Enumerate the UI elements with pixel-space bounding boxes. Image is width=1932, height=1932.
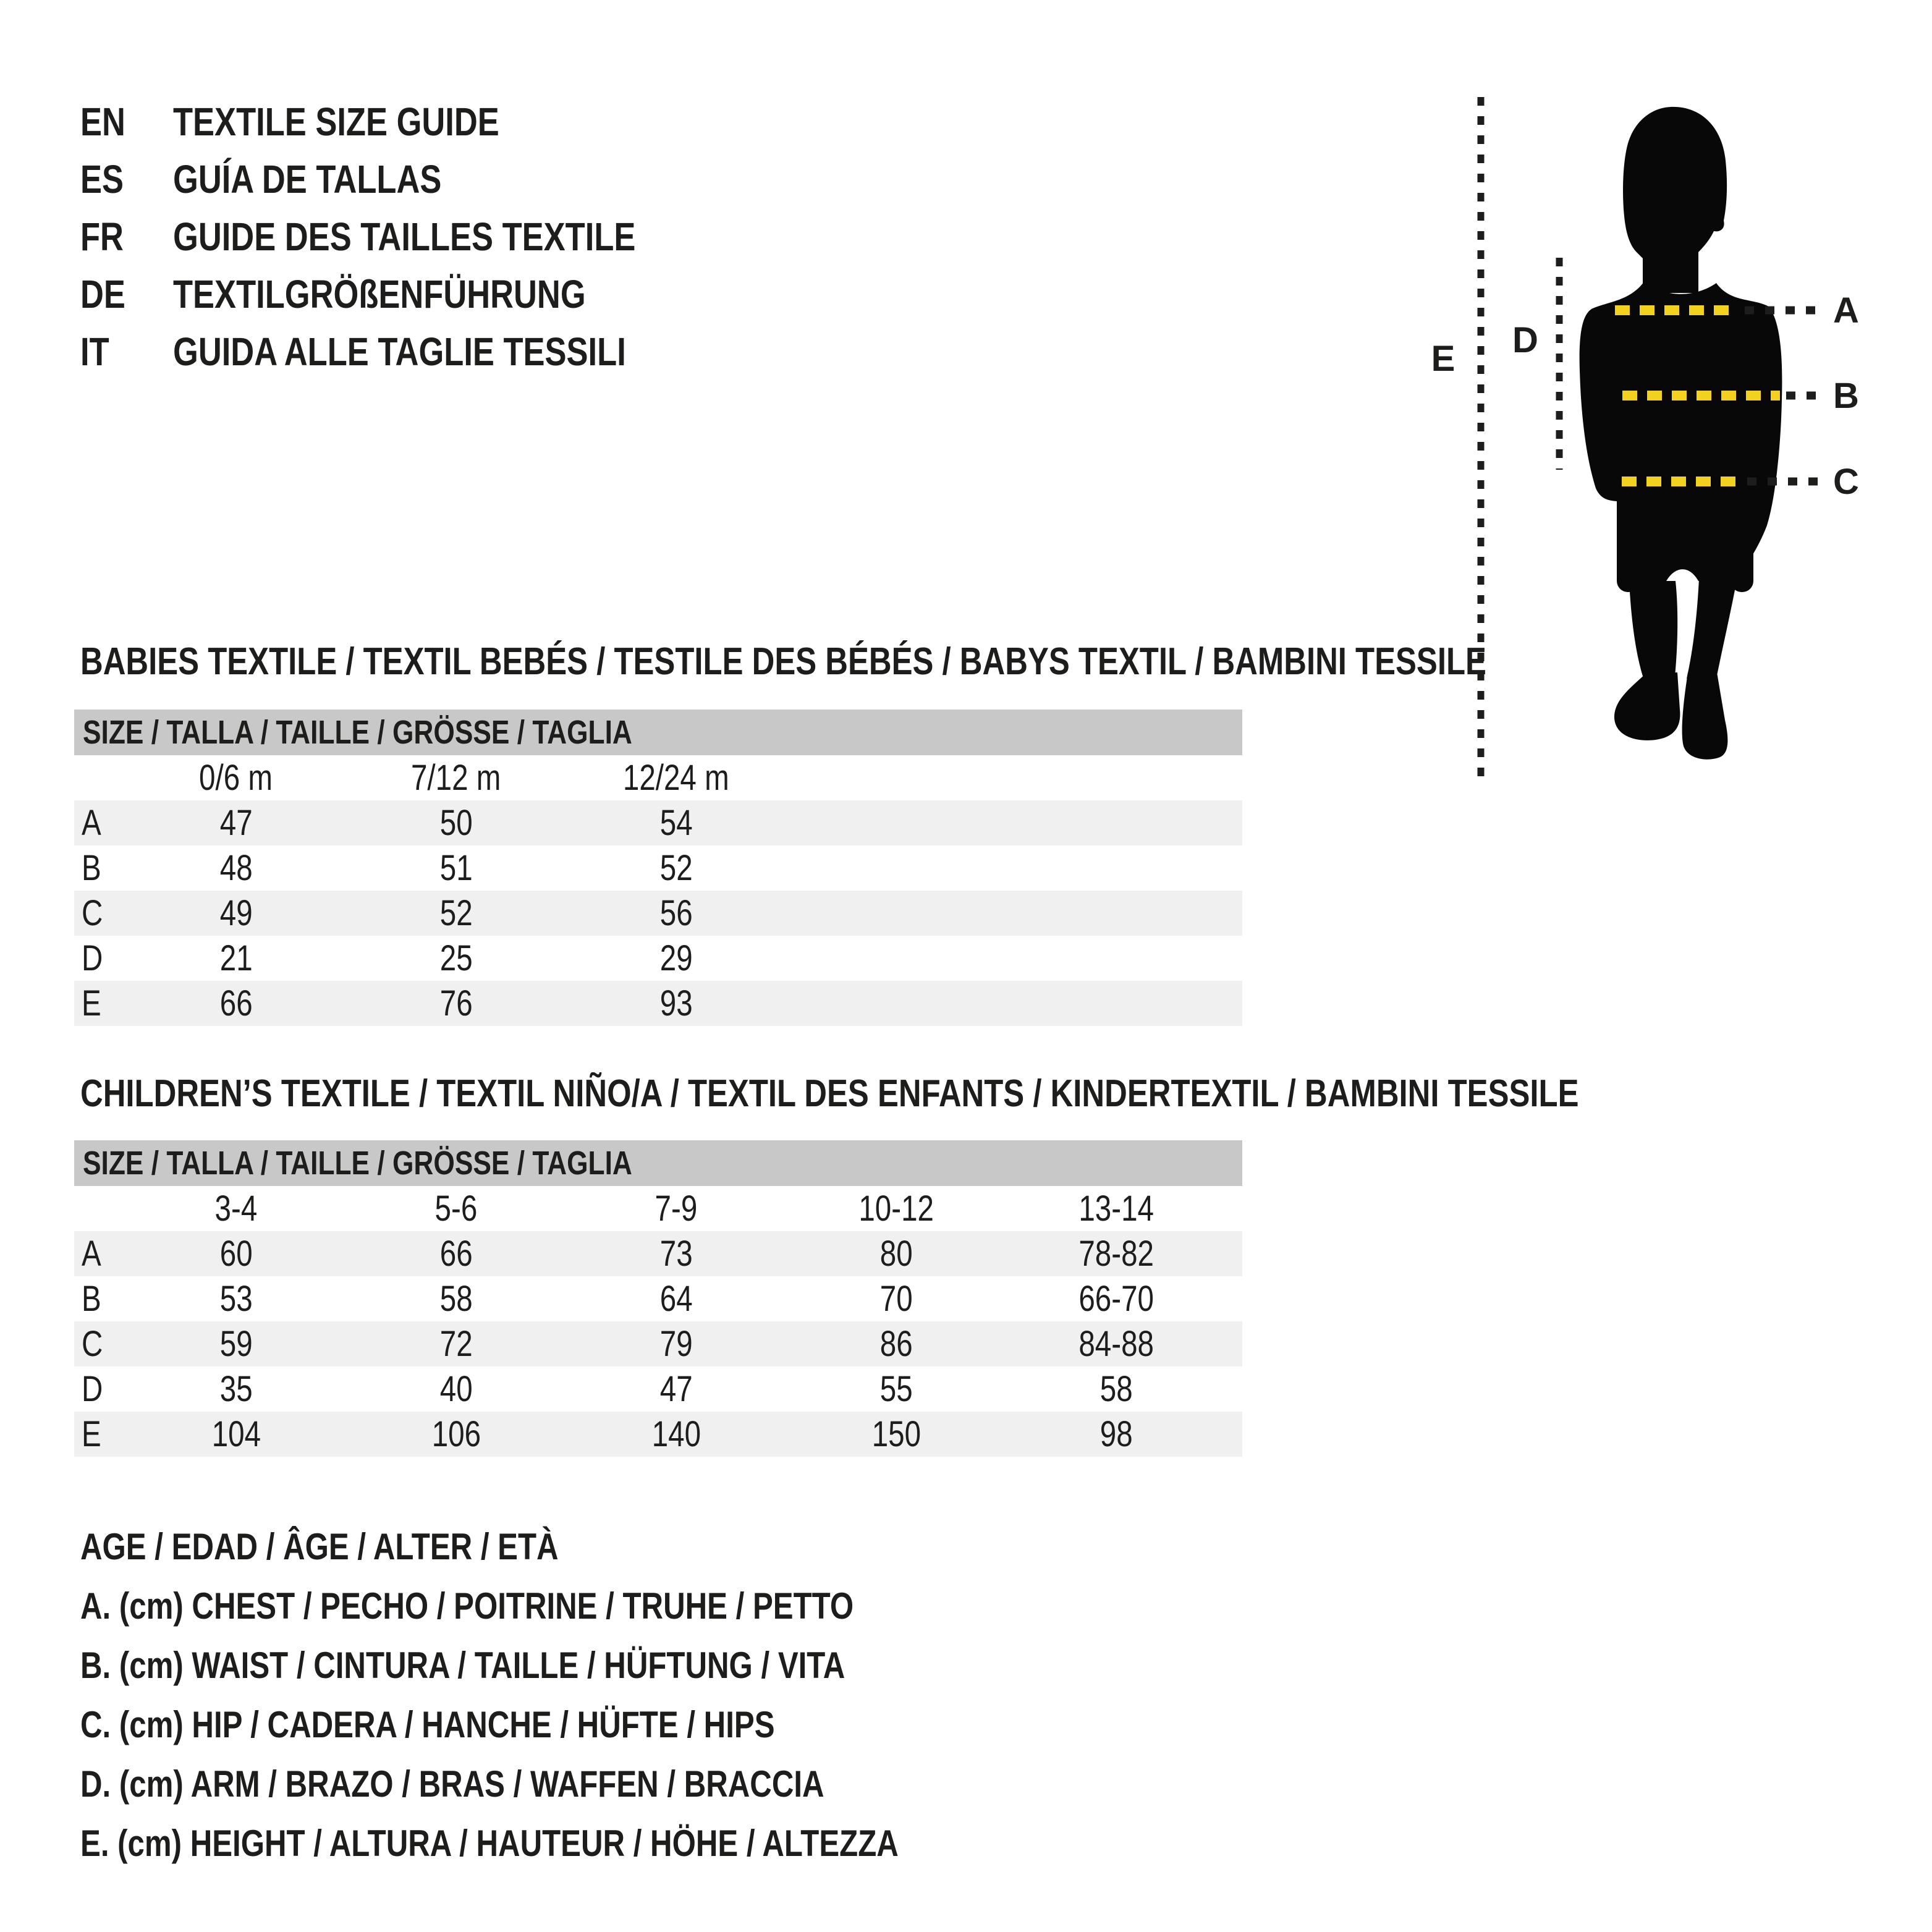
row-label: D: [82, 938, 103, 978]
cell-value: 55: [879, 1369, 913, 1409]
language-title-block: [80, 93, 737, 380]
table-row: [74, 1276, 1242, 1321]
size-header-bar: SIZE / TALLA / TAILLE / GRÖSSE / TAGLIA: [74, 710, 1242, 755]
cell-value: 56: [659, 893, 693, 933]
cell-value: 35: [219, 1369, 253, 1409]
cell-value: 78-82: [1078, 1234, 1154, 1274]
row-label: A: [82, 1234, 101, 1274]
cell-value: 72: [439, 1324, 473, 1364]
cell-value: 54: [659, 803, 693, 843]
age-column: 5-6: [434, 1188, 478, 1229]
legend-line: C. (cm) HIP / CADERA / HANCHE / HÜFTE / HIPS: [80, 1703, 775, 1745]
cell-value: 66: [439, 1234, 473, 1274]
measure-label-c: C: [1833, 462, 1859, 502]
cell-value: 98: [1099, 1414, 1133, 1454]
silhouette-left-shoe: [1614, 672, 1680, 740]
table-row: [74, 1366, 1242, 1412]
row-label: E: [82, 983, 101, 1023]
row-label: D: [82, 1369, 103, 1409]
measure-label-e: E: [1431, 339, 1455, 379]
row-label: C: [82, 893, 103, 933]
guide-title: TEXTILE SIZE GUIDE: [173, 99, 499, 144]
age-column: 7/12 m: [411, 758, 501, 798]
table-row: [74, 1412, 1242, 1457]
legend-line: E. (cm) HEIGHT / ALTURA / HAUTEUR / HÖHE / ALTEZZA: [80, 1822, 899, 1864]
cell-value: 70: [879, 1279, 913, 1319]
row-label: B: [82, 848, 101, 888]
cell-value: 58: [1099, 1369, 1133, 1409]
language-row: [80, 150, 737, 208]
language-code: FR: [80, 214, 124, 259]
age-column: 13-14: [1078, 1188, 1154, 1229]
cell-value: 40: [439, 1369, 473, 1409]
language-row: [80, 208, 737, 265]
cell-value: 49: [219, 893, 253, 933]
cell-value: 73: [659, 1234, 693, 1274]
guide-title: GUIDA ALLE TAGLIE TESSILI: [173, 329, 626, 374]
cell-value: 59: [219, 1324, 253, 1364]
age-column: 3-4: [214, 1188, 258, 1229]
cell-value: 52: [659, 848, 693, 888]
legend-line: B. (cm) WAIST / CINTURA / TAILLE / HÜFTUNG / VITA: [80, 1644, 845, 1686]
cell-value: 53: [219, 1279, 253, 1319]
babies-section-title: BABIES TEXTILE / TEXTIL BEBÉS / TESTILE DES BÉBÉS / BABYS TEXTIL / BAMBINI TESSILE: [80, 640, 1486, 683]
cell-value: 51: [439, 848, 473, 888]
size-figure-diagram: [1409, 87, 1932, 816]
babies-size-table: [74, 710, 1242, 1026]
table-row: [74, 1231, 1242, 1276]
row-label: A: [82, 803, 101, 843]
language-row: [80, 93, 737, 150]
table-row: [74, 891, 1242, 936]
size-header-bar: SIZE / TALLA / TAILLE / GRÖSSE / TAGLIA: [74, 1140, 1242, 1186]
silhouette-right-shoe: [1682, 672, 1728, 760]
language-code: ES: [80, 156, 124, 201]
cell-value: 64: [659, 1279, 693, 1319]
age-column: 0/6 m: [199, 758, 273, 798]
legend-line: A. (cm) CHEST / PECHO / POITRINE / TRUHE / PETTO: [80, 1585, 854, 1627]
cell-value: 80: [879, 1234, 913, 1274]
cell-value: 84-88: [1078, 1324, 1154, 1364]
children-section-title: CHILDREN’S TEXTILE / TEXTIL NIÑO/A / TEXTIL DES ENFANTS / KINDERTEXTIL / BAMBINI TESSILE: [80, 1072, 1579, 1115]
measurement-legend: [80, 1517, 1078, 1873]
guide-title: GUIDE DES TAILLES TEXTILE: [173, 214, 636, 259]
age-column: 10-12: [858, 1188, 934, 1229]
language-code: EN: [80, 99, 125, 144]
cell-value: 93: [659, 983, 693, 1023]
row-label: B: [82, 1279, 101, 1319]
measure-label-b: B: [1833, 376, 1859, 416]
guide-title: GUÍA DE TALLAS: [173, 156, 442, 201]
language-code: DE: [80, 271, 125, 316]
legend-line: AGE / EDAD / ÂGE / ALTER / ETÀ: [80, 1525, 559, 1567]
measure-label-a: A: [1833, 290, 1859, 331]
cell-value: 150: [871, 1414, 921, 1454]
cell-value: 79: [659, 1324, 693, 1364]
measure-label-d: D: [1512, 320, 1538, 360]
table-row: [74, 981, 1242, 1026]
table-row: [74, 845, 1242, 891]
silhouette-right-arm: [1731, 480, 1753, 592]
cell-value: 47: [219, 803, 253, 843]
guide-title: TEXTILGRÖßENFÜHRUNG: [173, 271, 586, 316]
age-header-row: [74, 755, 1242, 800]
row-label: E: [82, 1414, 101, 1454]
language-row: [80, 265, 737, 323]
cell-value: 66: [219, 983, 253, 1023]
children-size-table: [74, 1140, 1242, 1457]
language-code: IT: [80, 329, 109, 374]
cell-value: 86: [879, 1324, 913, 1364]
cell-value: 52: [439, 893, 473, 933]
cell-value: 104: [211, 1414, 261, 1454]
cell-value: 106: [431, 1414, 481, 1454]
cell-value: 60: [219, 1234, 253, 1274]
age-column: 12/24 m: [623, 758, 729, 798]
cell-value: 140: [651, 1414, 701, 1454]
language-row: [80, 323, 737, 380]
silhouette-left-arm: [1617, 480, 1640, 592]
cell-value: 76: [439, 983, 473, 1023]
cell-value: 21: [219, 938, 253, 978]
cell-value: 66-70: [1078, 1279, 1154, 1319]
cell-value: 25: [439, 938, 473, 978]
table-row: [74, 936, 1242, 981]
cell-value: 48: [219, 848, 253, 888]
age-column: 7-9: [655, 1188, 698, 1229]
row-label: C: [82, 1324, 103, 1364]
silhouette-head: [1623, 107, 1727, 293]
age-header-row: [74, 1186, 1242, 1231]
table-row: [74, 800, 1242, 845]
cell-value: 58: [439, 1279, 473, 1319]
table-row: [74, 1321, 1242, 1366]
cell-value: 29: [659, 938, 693, 978]
cell-value: 47: [659, 1369, 693, 1409]
legend-line: D. (cm) ARM / BRAZO / BRAS / WAFFEN / BRACCIA: [80, 1763, 824, 1805]
cell-value: 50: [439, 803, 473, 843]
